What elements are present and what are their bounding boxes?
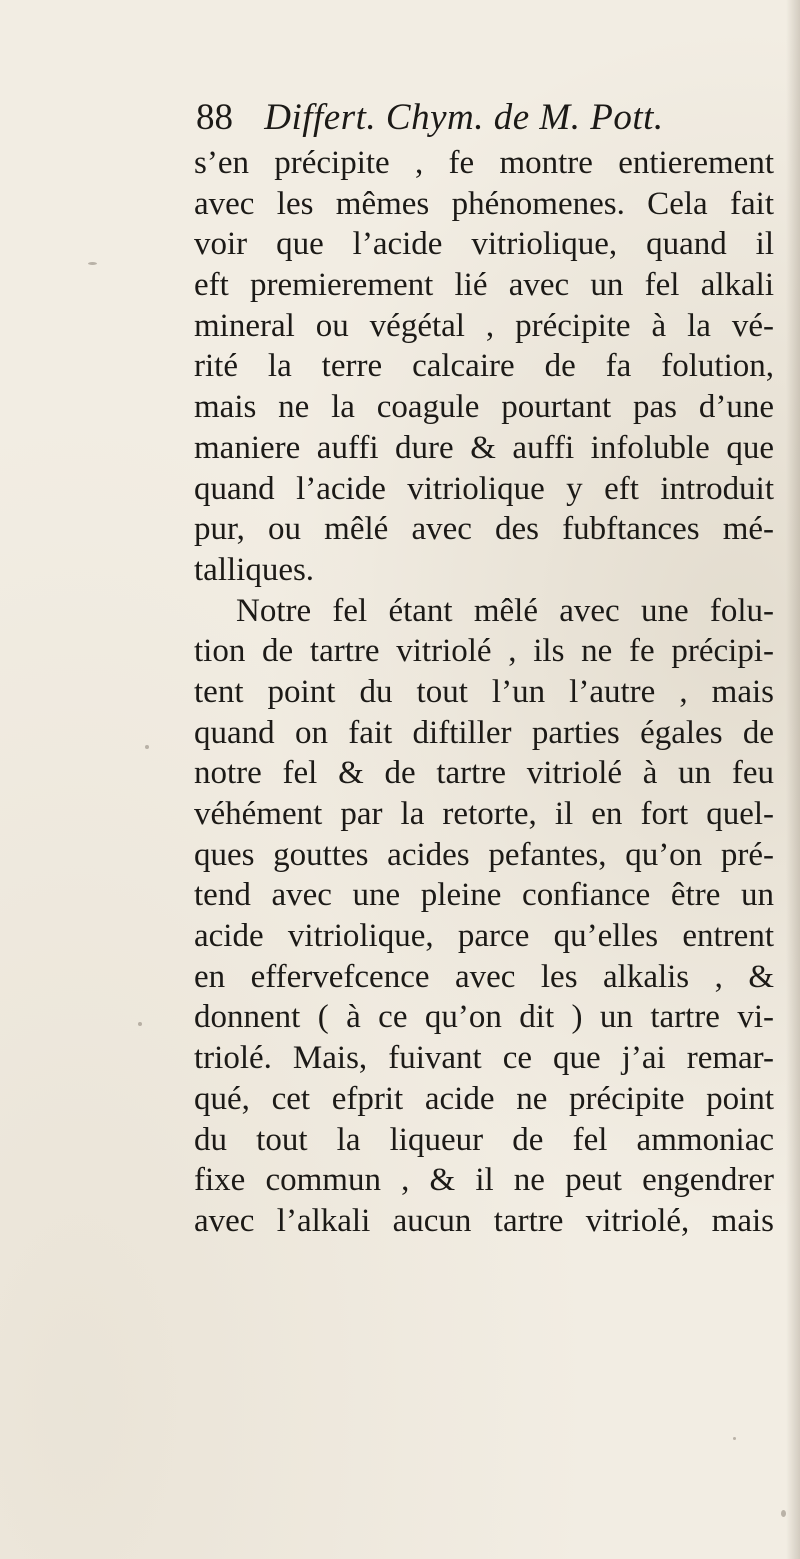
text-line: avec l’alkali aucun tartre vitriolé, mais <box>194 1202 774 1239</box>
text-line: acide vitriolique, parce qu’elles entrent <box>194 918 774 955</box>
text-line: mais ne la coagule pourtant pas d’une <box>194 389 774 426</box>
body-text <box>194 143 774 1242</box>
paper-speck <box>733 1437 736 1440</box>
running-header <box>196 96 756 144</box>
text-line: ques gouttes acides pefantes, qu’on pré- <box>194 836 774 873</box>
text-line: Notre fel étant mêlé avec une folu- <box>236 592 774 629</box>
text-line: en effervefcence avec les alkalis , & <box>194 958 774 995</box>
paper-speck <box>781 1510 786 1517</box>
paper-speck <box>138 1022 142 1026</box>
paper-speck <box>145 745 149 749</box>
text-line: s’en précipite , fe montre entierement <box>194 145 774 181</box>
text-line: maniere auffi dure & auffi infoluble que <box>194 429 774 466</box>
text-line: talliques. <box>194 551 315 588</box>
text-line: triolé. Mais, fuivant ce que j’ai remar- <box>194 1040 774 1077</box>
text-line: eft premierement lié avec un fel alkali <box>194 267 774 304</box>
text-line: tion de tartre vitriolé , ils ne fe précipi- <box>194 633 774 670</box>
text-line: tent point du tout l’un l’autre , mais <box>194 673 774 710</box>
page-number: 88 <box>196 97 233 138</box>
paper-speck <box>88 262 97 265</box>
text-line: véhément par la retorte, il en fort quel- <box>194 796 774 832</box>
page-edge-shadow <box>786 0 800 1559</box>
text-line: tend avec une pleine confiance être un <box>194 877 774 914</box>
text-line: qué, cet efprit acide ne précipite point <box>194 1080 774 1117</box>
text-line: donnent ( à ce qu’on dit ) un tartre vi- <box>194 999 774 1036</box>
text-line: pur, ou mêlé avec des fubftances mé- <box>194 511 774 548</box>
text-line: quand l’acide vitriolique y eft introduit <box>194 470 774 507</box>
text-line: mineral ou végétal , précipite à la vé- <box>194 307 774 344</box>
text-line: avec les mêmes phénomenes. Cela fait <box>194 185 774 222</box>
text-line: rité la terre calcaire de fa folution, <box>194 348 774 385</box>
text-line: fixe commun , & il ne peut engendrer <box>194 1162 774 1199</box>
text-line: du tout la liqueur de fel ammoniac <box>194 1121 774 1158</box>
text-line: voir que l’acide vitriolique, quand il <box>194 226 774 263</box>
running-title: Differt. Chym. de M. Pott. <box>264 97 664 138</box>
text-line: quand on fait diftiller parties égales de <box>194 714 774 751</box>
text-line: notre fel & de tartre vitriolé à un feu <box>194 755 774 792</box>
